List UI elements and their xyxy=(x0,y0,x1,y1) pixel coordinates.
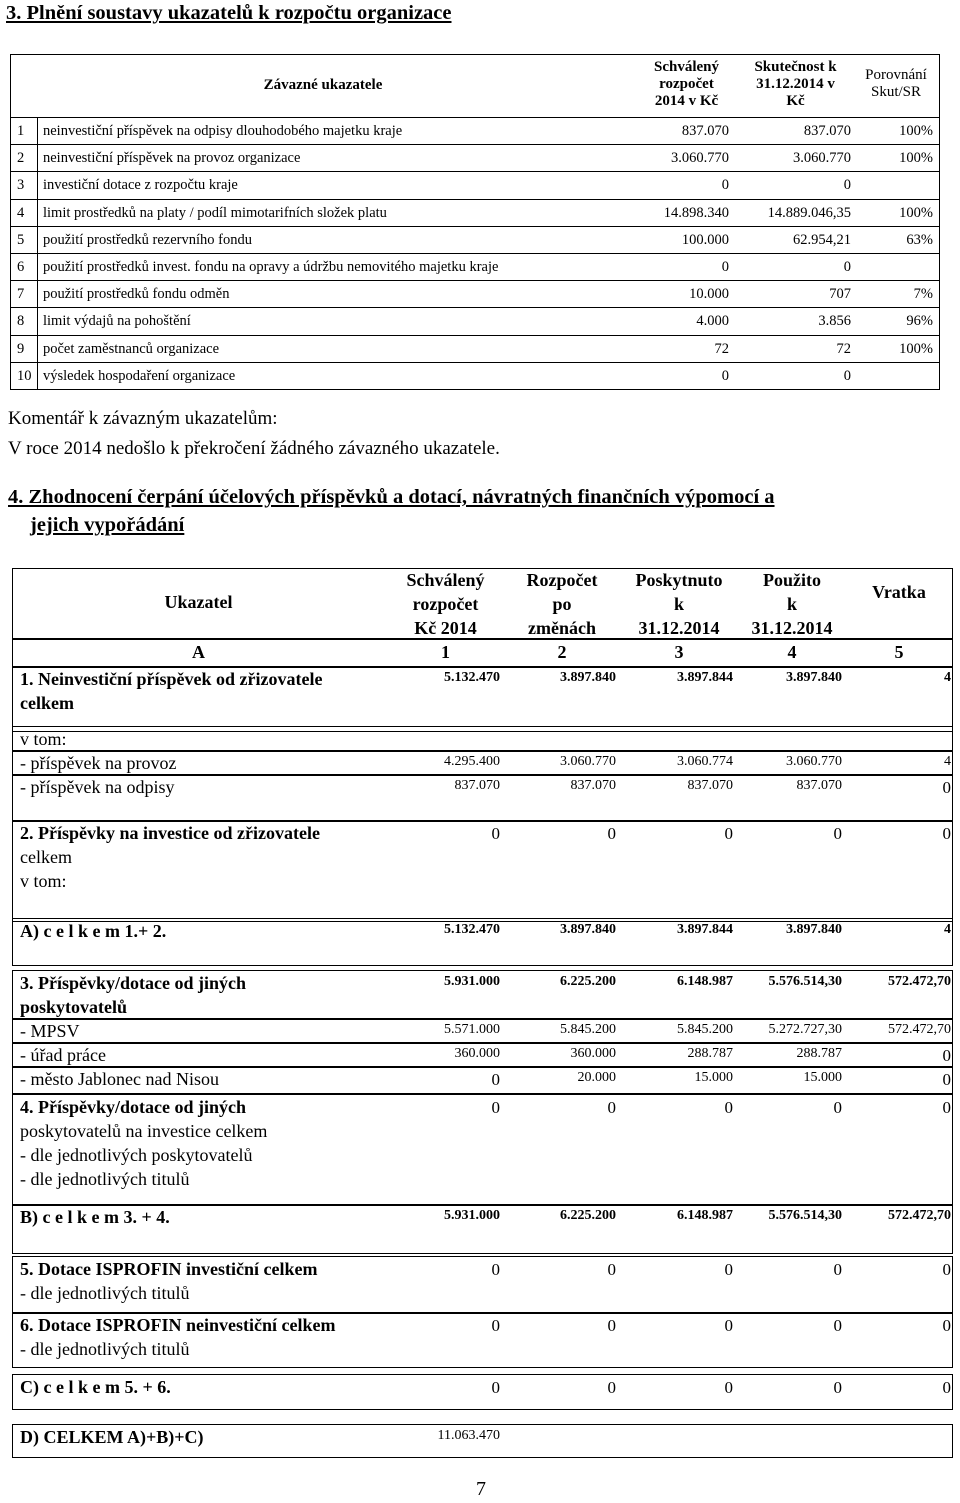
row-value: 6.225.200 xyxy=(560,974,616,989)
row-value: 4.295.400 xyxy=(444,754,500,769)
row-value: 837.070 xyxy=(796,778,842,793)
column-letter: 5 xyxy=(894,642,904,662)
column-letter: 4 xyxy=(787,642,797,662)
column-letter: A xyxy=(192,642,205,662)
row-value: 0 xyxy=(942,1260,951,1279)
row-label: poskytovatelů xyxy=(20,997,128,1017)
row-label: - příspěvek na odpisy xyxy=(20,777,175,797)
row-compare: 100% xyxy=(899,150,933,167)
row-approved: 72 xyxy=(714,340,729,357)
row-value: 6.148.987 xyxy=(677,974,733,989)
row-number: 2 xyxy=(17,150,25,167)
row-number: 7 xyxy=(17,286,25,303)
row-value: 4 xyxy=(944,922,951,937)
column-letter: 1 xyxy=(441,642,450,662)
row-name: neinvestiční příspěvek na odpisy dlouhodobého majetku kraje xyxy=(43,123,403,139)
row-value: 5.272.727,30 xyxy=(768,1022,842,1037)
row-label: - dle jednotlivých poskytovatelů xyxy=(20,1145,253,1165)
row-value: 0 xyxy=(724,1316,733,1335)
row-value: 0 xyxy=(607,1316,616,1335)
row-value: 5.931.000 xyxy=(444,974,500,989)
row-value: 0 xyxy=(942,824,951,843)
row-name: neinvestiční příspěvek na provoz organizace xyxy=(43,150,301,167)
row-label: - město Jablonec nad Nisou xyxy=(20,1069,219,1089)
row-approved: 0 xyxy=(721,177,729,194)
row-value: 0 xyxy=(724,1378,733,1397)
row-compare: 100% xyxy=(899,204,933,221)
row-value: 0 xyxy=(942,1378,951,1397)
row-number: 9 xyxy=(17,340,25,357)
column-letter: 3 xyxy=(674,642,684,662)
row-label: 3. Příspěvky/dotace od jiných xyxy=(20,973,247,993)
row-compare: 100% xyxy=(899,123,933,139)
row-value: 360.000 xyxy=(570,1046,616,1061)
row-value: 0 xyxy=(942,1316,951,1335)
row-compare: 100% xyxy=(899,340,933,357)
row-label: 1. Neinvestiční příspěvek od zřizovatele xyxy=(20,669,323,689)
row-compare: 63% xyxy=(906,231,933,248)
indicator-row xyxy=(11,226,939,254)
comment-title: Komentář k závazným ukazatelům: xyxy=(8,408,278,429)
row-value: 0 xyxy=(491,1316,500,1335)
row-number: 4 xyxy=(17,204,25,221)
row-value: 5.576.514,30 xyxy=(768,974,842,989)
row-label: celkem xyxy=(20,847,72,867)
row-value: 0 xyxy=(942,778,951,797)
row-approved: 10.000 xyxy=(689,286,729,303)
row-value: 288.787 xyxy=(796,1046,842,1061)
row-value: 0 xyxy=(607,824,616,843)
row-value: 0 xyxy=(942,1070,951,1089)
indicator-row xyxy=(11,362,939,390)
row-value: 0 xyxy=(833,1098,842,1117)
row-value: 3.897.840 xyxy=(786,922,842,937)
row-value: 572.472,70 xyxy=(888,1208,951,1223)
row-actual: 0 xyxy=(843,177,851,194)
row-value: 0 xyxy=(942,1098,951,1117)
row-value: 3.060.770 xyxy=(786,754,842,769)
row-actual: 62.954,21 xyxy=(793,231,851,248)
row-approved: 100.000 xyxy=(681,231,729,248)
row-value: 572.472,70 xyxy=(888,974,951,989)
row-label: 6. Dotace ISPROFIN neinvestiční celkem xyxy=(20,1315,336,1335)
row-number: 10 xyxy=(17,367,32,384)
row-name: výsledek hospodaření organizace xyxy=(43,367,236,384)
row-value: 5.132.470 xyxy=(444,670,500,685)
row-actual: 72 xyxy=(836,340,851,357)
row-name: použití prostředků invest. fondu na opravy a údržbu nemovitého majetku kraje xyxy=(43,259,499,275)
row-number: 3 xyxy=(17,177,25,194)
header-c3: Poskytnuto k 31.12.2014 xyxy=(635,570,723,638)
row-value: 0 xyxy=(833,1260,842,1279)
row-name: počet zaměstnanců organizace xyxy=(43,340,220,357)
indicator-row xyxy=(11,335,939,363)
row-number: 6 xyxy=(17,259,25,275)
row-label: - MPSV xyxy=(20,1021,80,1041)
row-value: 5.931.000 xyxy=(444,1208,500,1223)
row-value: 11.063.470 xyxy=(437,1428,500,1443)
table2-row xyxy=(12,726,953,752)
section-4-title-line1: 4. Zhodnocení čerpání účelových příspěvků a dotací, návratných finančních výpomocí a xyxy=(8,486,775,508)
indicators-table xyxy=(10,54,940,390)
row-label: 5. Dotace ISPROFIN investiční celkem xyxy=(20,1259,318,1279)
row-value: 0 xyxy=(491,1260,500,1279)
row-value: 0 xyxy=(491,1070,500,1089)
row-value: 3.897.840 xyxy=(560,922,616,937)
row-value: 20.000 xyxy=(577,1070,616,1085)
row-name: použití prostředků rezervního fondu xyxy=(43,231,252,248)
row-value: 4 xyxy=(944,754,951,769)
row-value: 0 xyxy=(833,1378,842,1397)
row-value: 0 xyxy=(942,1046,951,1065)
row-approved: 837.070 xyxy=(681,123,729,139)
row-actual: 0 xyxy=(843,259,851,275)
row-value: 837.070 xyxy=(454,778,500,793)
row-value: 3.060.774 xyxy=(677,754,733,769)
page-number: 7 xyxy=(476,1478,486,1500)
column-letter: 2 xyxy=(557,642,567,662)
row-value: 0 xyxy=(833,824,842,843)
row-value: 572.472,70 xyxy=(888,1022,951,1037)
indicator-row xyxy=(11,117,939,145)
row-name: limit prostředků na platy / podíl mimotarifních složek platu xyxy=(43,204,387,221)
row-value: 5.576.514,30 xyxy=(768,1208,842,1223)
row-compare: 96% xyxy=(906,313,933,330)
row-value: 360.000 xyxy=(454,1046,500,1061)
row-label: D) CELKEM A)+B)+C) xyxy=(20,1427,204,1447)
row-label: v tom: xyxy=(20,871,67,891)
row-number: 1 xyxy=(17,123,25,139)
row-value: 0 xyxy=(607,1378,616,1397)
row-value: 6.225.200 xyxy=(560,1208,616,1223)
indicator-row xyxy=(11,199,939,227)
row-value: 6.148.987 xyxy=(677,1208,733,1223)
row-actual: 837.070 xyxy=(803,123,851,139)
row-actual: 14.889.046,35 xyxy=(767,204,851,221)
row-approved: 14.898.340 xyxy=(663,204,729,221)
row-value: 0 xyxy=(491,1098,500,1117)
header-c2: Rozpočet po změnách xyxy=(526,570,598,638)
indicator-row xyxy=(11,280,939,308)
row-name: investiční dotace z rozpočtu kraje xyxy=(43,177,238,194)
row-compare: 7% xyxy=(913,286,933,303)
row-value: 0 xyxy=(491,1378,500,1397)
row-name: limit výdajů na pohoštění xyxy=(43,313,191,330)
row-label: - dle jednotlivých titulů xyxy=(20,1339,190,1359)
row-number: 5 xyxy=(17,231,25,248)
row-value: 15.000 xyxy=(694,1070,733,1085)
row-actual: 3.856 xyxy=(818,313,851,330)
section-3-title: 3. Plnění soustavy ukazatelů k rozpočtu organizace xyxy=(6,2,452,24)
row-actual: 0 xyxy=(843,367,851,384)
row-label: B) c e l k e m 3. + 4. xyxy=(20,1207,170,1227)
row-approved: 3.060.770 xyxy=(671,150,729,167)
row-approved: 0 xyxy=(721,367,729,384)
header-c1: Schválený rozpočet Kč 2014 xyxy=(406,570,485,638)
indicator-row xyxy=(11,253,939,281)
row-value: 4 xyxy=(944,670,951,685)
row-value: 3.897.840 xyxy=(560,670,616,685)
row-label: C) c e l k e m 5. + 6. xyxy=(20,1377,171,1397)
row-label: poskytovatelů na investice celkem xyxy=(20,1121,268,1141)
indicators-table-header xyxy=(11,55,939,117)
header-ukazatel: Ukazatel xyxy=(164,592,233,612)
row-label: A) c e l k e m 1.+ 2. xyxy=(20,921,167,941)
row-value: 3.897.844 xyxy=(677,922,733,937)
row-label: 4. Příspěvky/dotace od jiných xyxy=(20,1097,247,1117)
row-label: v tom: xyxy=(20,729,67,749)
section-4-title-line2: jejich vypořádání xyxy=(30,514,185,536)
row-value: 15.000 xyxy=(803,1070,842,1085)
row-label: - úřad práce xyxy=(20,1045,106,1065)
row-value: 0 xyxy=(724,1098,733,1117)
row-label: - dle jednotlivých titulů xyxy=(20,1169,190,1189)
header-c4: Použito k 31.12.2014 xyxy=(751,570,833,638)
header-actual: Skutečnost k 31.12.2014 v Kč xyxy=(754,59,837,109)
indicator-row xyxy=(11,144,939,172)
row-value: 3.897.844 xyxy=(677,670,733,685)
row-label: - příspěvek na provoz xyxy=(20,753,177,773)
row-value: 5.132.470 xyxy=(444,922,500,937)
row-value: 0 xyxy=(724,1260,733,1279)
row-name: použití prostředků fondu odměn xyxy=(43,286,230,303)
row-value: 0 xyxy=(833,1316,842,1335)
row-value: 5.845.200 xyxy=(677,1022,733,1037)
row-value: 0 xyxy=(491,824,500,843)
header-vratka: Vratka xyxy=(872,582,926,602)
row-value: 5.845.200 xyxy=(560,1022,616,1037)
row-value: 5.571.000 xyxy=(444,1022,500,1037)
row-value: 837.070 xyxy=(570,778,616,793)
row-value: 0 xyxy=(607,1098,616,1117)
header-compare: Porovnání Skut/SR xyxy=(865,67,927,100)
row-value: 288.787 xyxy=(687,1046,733,1061)
row-actual: 707 xyxy=(829,286,851,303)
indicator-row xyxy=(11,307,939,335)
row-label: 2. Příspěvky na investice od zřizovatele xyxy=(20,823,320,843)
row-value: 3.897.840 xyxy=(786,670,842,685)
comment-text: V roce 2014 nedošlo k překročení žádného závazného ukazatele. xyxy=(8,438,500,459)
row-actual: 3.060.770 xyxy=(793,150,851,167)
row-approved: 4.000 xyxy=(696,313,729,330)
row-value: 837.070 xyxy=(687,778,733,793)
row-approved: 0 xyxy=(721,259,729,275)
row-value: 0 xyxy=(607,1260,616,1279)
header-approved: Schválený rozpočet 2014 v Kč xyxy=(653,59,719,109)
header-indicators: Závazné ukazatele xyxy=(263,77,383,93)
row-label: - dle jednotlivých titulů xyxy=(20,1283,190,1303)
row-value: 0 xyxy=(724,824,733,843)
indicator-row xyxy=(11,171,939,199)
row-label: celkem xyxy=(20,693,74,713)
row-number: 8 xyxy=(17,313,25,330)
row-value: 3.060.770 xyxy=(560,754,616,769)
